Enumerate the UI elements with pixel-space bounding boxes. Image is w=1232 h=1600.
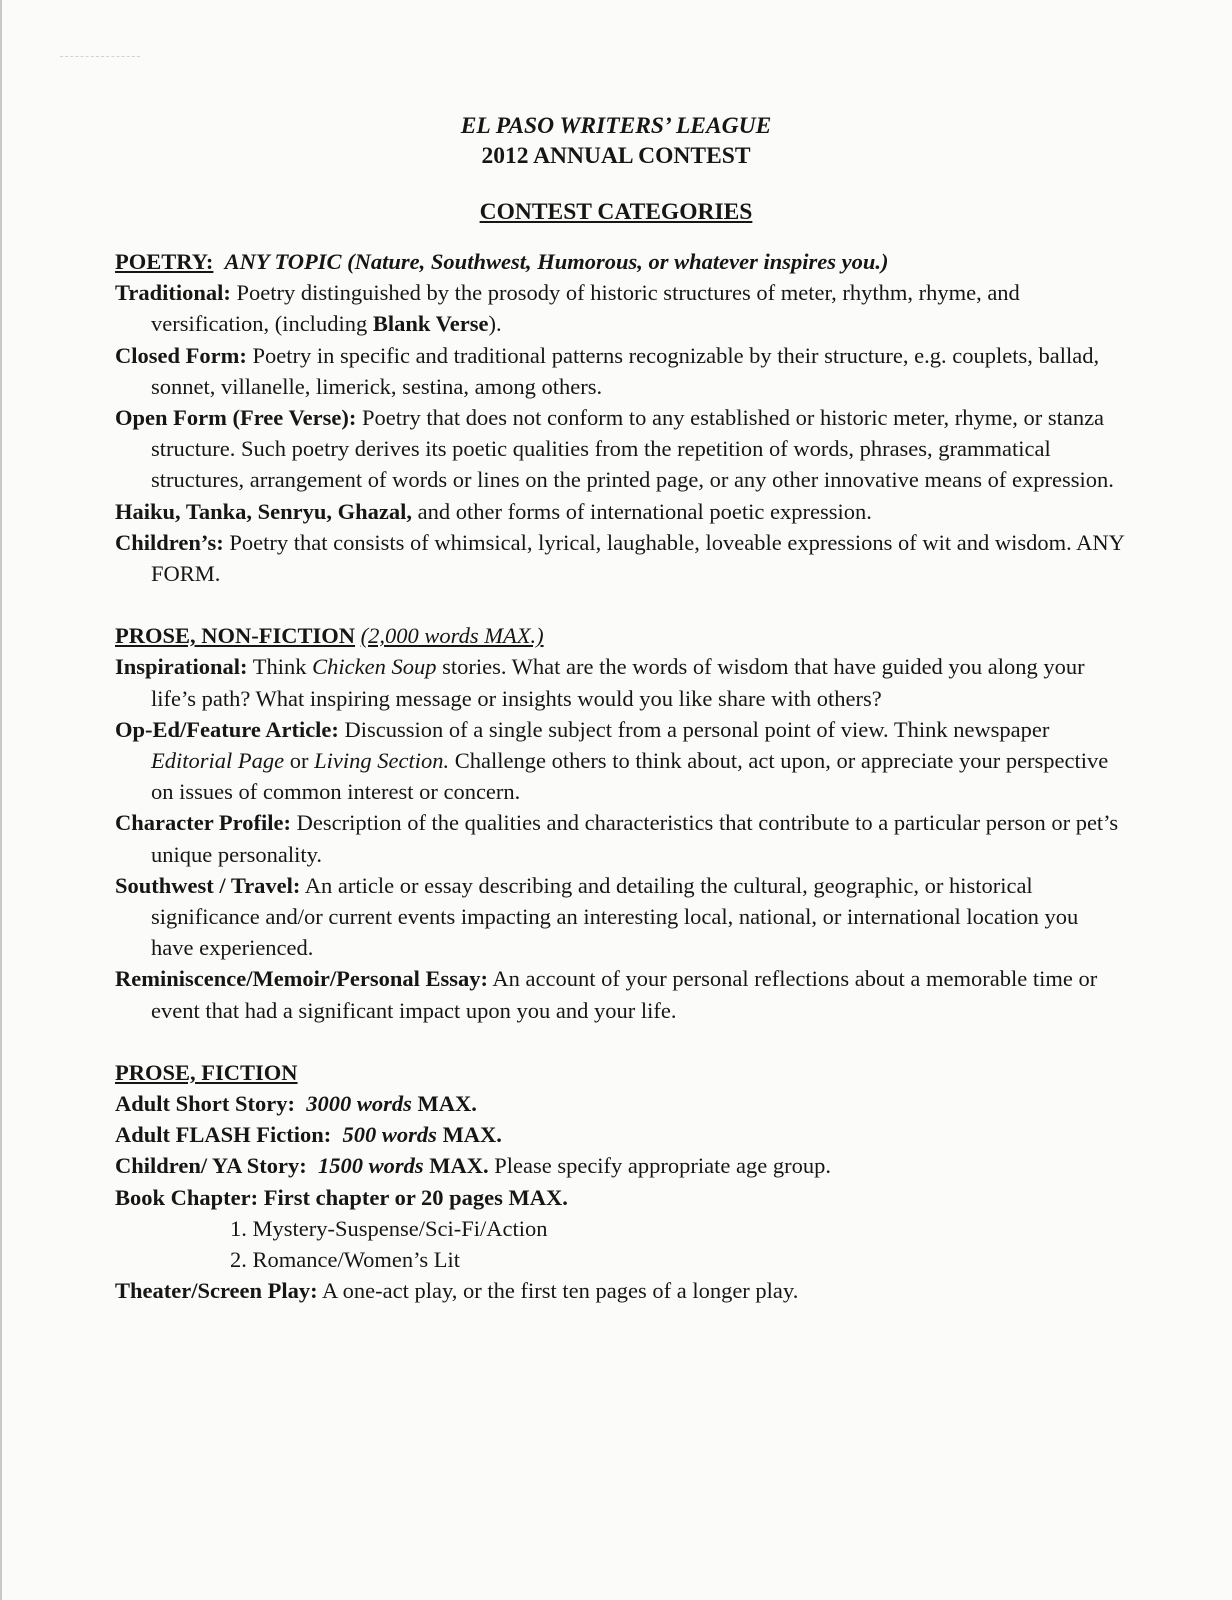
- entry-count: 500 words: [342, 1122, 437, 1148]
- entry-text: A one-act play, or the first ten pages of a longer play.: [317, 1278, 799, 1304]
- entry-text: stories. What are the words of wisdom that have guided you along your life’s path? What inspiring message or insights would you like share with others?: [151, 654, 1085, 711]
- entry-oped: [115, 714, 1125, 808]
- entry-text-end: ).: [488, 311, 502, 337]
- entry-text: Poetry that consists of whimsical, lyrical, laughable, loveable expressions of wit and wisdom. ANY FORM.: [151, 529, 1125, 587]
- entry-label: Children/ YA Story:: [115, 1153, 307, 1179]
- entry-text: An article or essay describing and detailing the cultural, geographic, or historical significance and/or current events impacting an interesting local, national, or international location you have experienced.: [151, 872, 1079, 961]
- poetry-topic: ANY TOPIC (Nature, Southwest, Humorous, or whatever inspires you.): [224, 249, 889, 274]
- entry-memoir: [115, 963, 1125, 1025]
- entry-bold: Blank Verse: [372, 311, 489, 337]
- entry-traditional: [115, 277, 1125, 339]
- entry-max: MAX.: [423, 1153, 489, 1179]
- scan-smudge: [60, 56, 140, 59]
- entry-label: Children’s:: [115, 529, 224, 555]
- nonfiction-heading-line: [115, 620, 1125, 651]
- entry-label: Adult Short Story:: [115, 1091, 296, 1117]
- entry-text: An account of your personal reflections about a memorable time or event that had a significant impact upon you and your life.: [151, 966, 1098, 1023]
- entry-label: Traditional:: [115, 280, 231, 306]
- entry-count: 1500 words: [317, 1153, 424, 1179]
- entry-label: Adult FLASH Fiction:: [115, 1122, 332, 1148]
- entry-label: Haiku, Tanka, Senryu, Ghazal,: [115, 498, 412, 524]
- entry-label: Closed Form:: [115, 342, 247, 368]
- entry-character-profile: [115, 807, 1125, 869]
- entry-text: Poetry that does not conform to any established or historic meter, rhyme, or stanza structure. Such poetry derives its poetic qualities from the repetition of words, phrases, grammatical structures, arrangement of words or lines on the printed page, or any other innovative means of expression.: [151, 405, 1114, 493]
- categories-content: [115, 246, 1125, 1307]
- entry-inspirational: [115, 651, 1125, 713]
- entry-text: and other forms of international poetic expression.: [411, 498, 872, 524]
- entry-adult-short-story: [115, 1088, 1125, 1119]
- entry-text: Please specify appropriate age group.: [488, 1153, 831, 1179]
- entry-adult-flash: [115, 1119, 1125, 1150]
- poetry-heading: POETRY:: [115, 249, 214, 274]
- entry-label: Theater/Screen Play:: [115, 1278, 318, 1304]
- entry-label: Reminiscence/Memoir/Personal Essay:: [115, 966, 489, 992]
- entry-italic: Living Section.: [314, 748, 450, 774]
- entry-haiku: [115, 496, 1125, 527]
- poetry-heading-line: [115, 246, 1125, 277]
- entry-italic: Editorial Page: [151, 748, 285, 774]
- entry-max: MAX.: [436, 1122, 502, 1148]
- entry-closed-form: [115, 340, 1125, 402]
- entry-count: 3000 words: [306, 1091, 412, 1117]
- entry-text: Challenge others to think about, act upon, or appreciate your perspective on issues of common interest or concern.: [151, 748, 1109, 805]
- entry-text: First chapter or 20 pages MAX.: [258, 1184, 568, 1210]
- entry-children-ya: [115, 1150, 1125, 1181]
- entry-open-form: [115, 402, 1125, 496]
- entry-label: Southwest / Travel:: [115, 872, 301, 898]
- book-chapter-subitem: 1. Mystery-Suspense/Sci-Fi/Action: [230, 1215, 548, 1241]
- nonfiction-limit: (2,000 words MAX.): [360, 623, 544, 649]
- entry-max: MAX.: [411, 1091, 477, 1117]
- org-name: EL PASO WRITERS’ LEAGUE: [460, 113, 772, 139]
- contest-title: 2012 ANNUAL CONTEST: [481, 143, 751, 169]
- entry-label: Inspirational:: [115, 654, 248, 680]
- entry-italic: Chicken Soup: [312, 654, 437, 680]
- entry-text: Poetry in specific and traditional patterns recognizable by their structure, e.g. couplets, ballad, sonnet, villanelle, limerick, sestina, among others.: [151, 342, 1100, 399]
- scan-edge: [0, 0, 2, 1600]
- entry-label: Book Chapter:: [115, 1184, 259, 1210]
- entry-text: or: [284, 748, 315, 774]
- entry-label: Op-Ed/Feature Article:: [115, 716, 339, 742]
- fiction-heading-line: [115, 1057, 1125, 1088]
- entry-theater: [115, 1275, 1125, 1306]
- entry-text: Think: [247, 654, 313, 680]
- section-title: CONTEST CATEGORIES: [479, 199, 753, 225]
- entry-label: Character Profile:: [115, 810, 291, 836]
- fiction-heading: PROSE, FICTION: [115, 1059, 298, 1085]
- entry-label: Open Form (Free Verse):: [115, 405, 357, 431]
- book-chapter-subitem: 2. Romance/Women’s Lit: [230, 1247, 461, 1273]
- entry-text: Poetry distinguished by the prosody of historic structures of meter, rhythm, rhyme, and versification, (including: [151, 280, 1020, 337]
- entry-southwest-travel: [115, 870, 1125, 964]
- entry-text: Discussion of a single subject from a personal point of view. Think newspaper: [338, 716, 1050, 742]
- entry-text: Description of the qualities and characteristics that contribute to a particular person or pet’s unique personality.: [151, 810, 1119, 867]
- entry-childrens-poetry: [115, 527, 1125, 589]
- entry-book-chapter: [115, 1182, 1125, 1213]
- nonfiction-heading: PROSE, NON-FICTION: [115, 623, 356, 649]
